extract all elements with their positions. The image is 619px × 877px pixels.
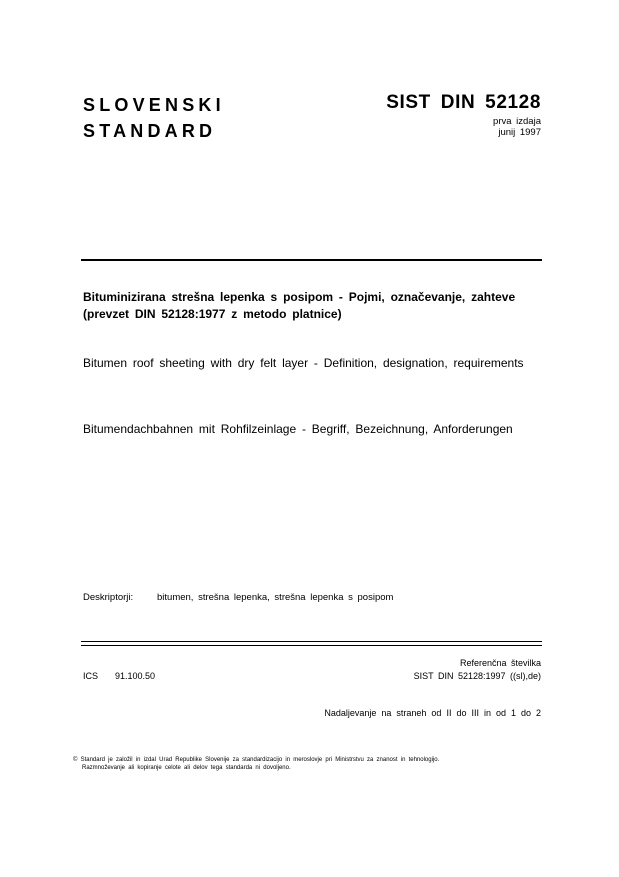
heading-line-slovenski: SLOVENSKI (83, 95, 225, 115)
title-english: Bitumen roof sheeting with dry felt layer - Definition, designation, requirements (83, 356, 524, 370)
descriptors-label: Deskriptorji: (83, 592, 134, 603)
title-german: Bitumendachbahnen mit Rohfilzeinlage - Begriff, Bezeichnung, Anforderungen (83, 422, 513, 436)
double-divider-upper (81, 641, 542, 642)
ics-value: 91.100.50 (115, 671, 156, 681)
descriptors (83, 592, 393, 604)
reference-number-value: SIST DIN 52128:1997 ((sl),de) (413, 671, 541, 681)
copyright-notice (73, 756, 439, 772)
reference-number-label: Referenčna številka (459, 658, 541, 668)
copyright-line-1: © Standard je založil in izdal Urad Republike Slovenije za standardizacijo in meroslovje pri Ministrstvu za znanost in tehnologijo. (73, 757, 440, 763)
heading-line-standard: STANDARD (83, 121, 217, 141)
double-divider-lower (81, 645, 542, 646)
edition-info (493, 116, 541, 138)
descriptors-value: bitumen, strešna lepenka, strešna lepenka s posipom (157, 592, 394, 603)
edition-label: prva izdaja (493, 116, 541, 127)
standard-type-heading (83, 92, 225, 144)
title-slovenian: Bituminizirana strešna lepenka s posipom - Pojmi, označevanje, zahteve (prevzet DIN 52128:1977 z metodo platnice) (83, 290, 516, 321)
edition-date: junij 1997 (498, 127, 541, 138)
standard-code: SIST DIN 52128 (386, 92, 541, 113)
page-continuation-note: Nadaljevanje na straneh od II do III in od 1 do 2 (324, 708, 541, 718)
top-divider (81, 259, 542, 261)
ics-classification (83, 671, 155, 682)
ics-label: ICS (83, 671, 99, 681)
copyright-line-2: Razmnoževanje ali kopiranje celote ali delov tega standarda ni dovoljeno. (82, 765, 291, 771)
